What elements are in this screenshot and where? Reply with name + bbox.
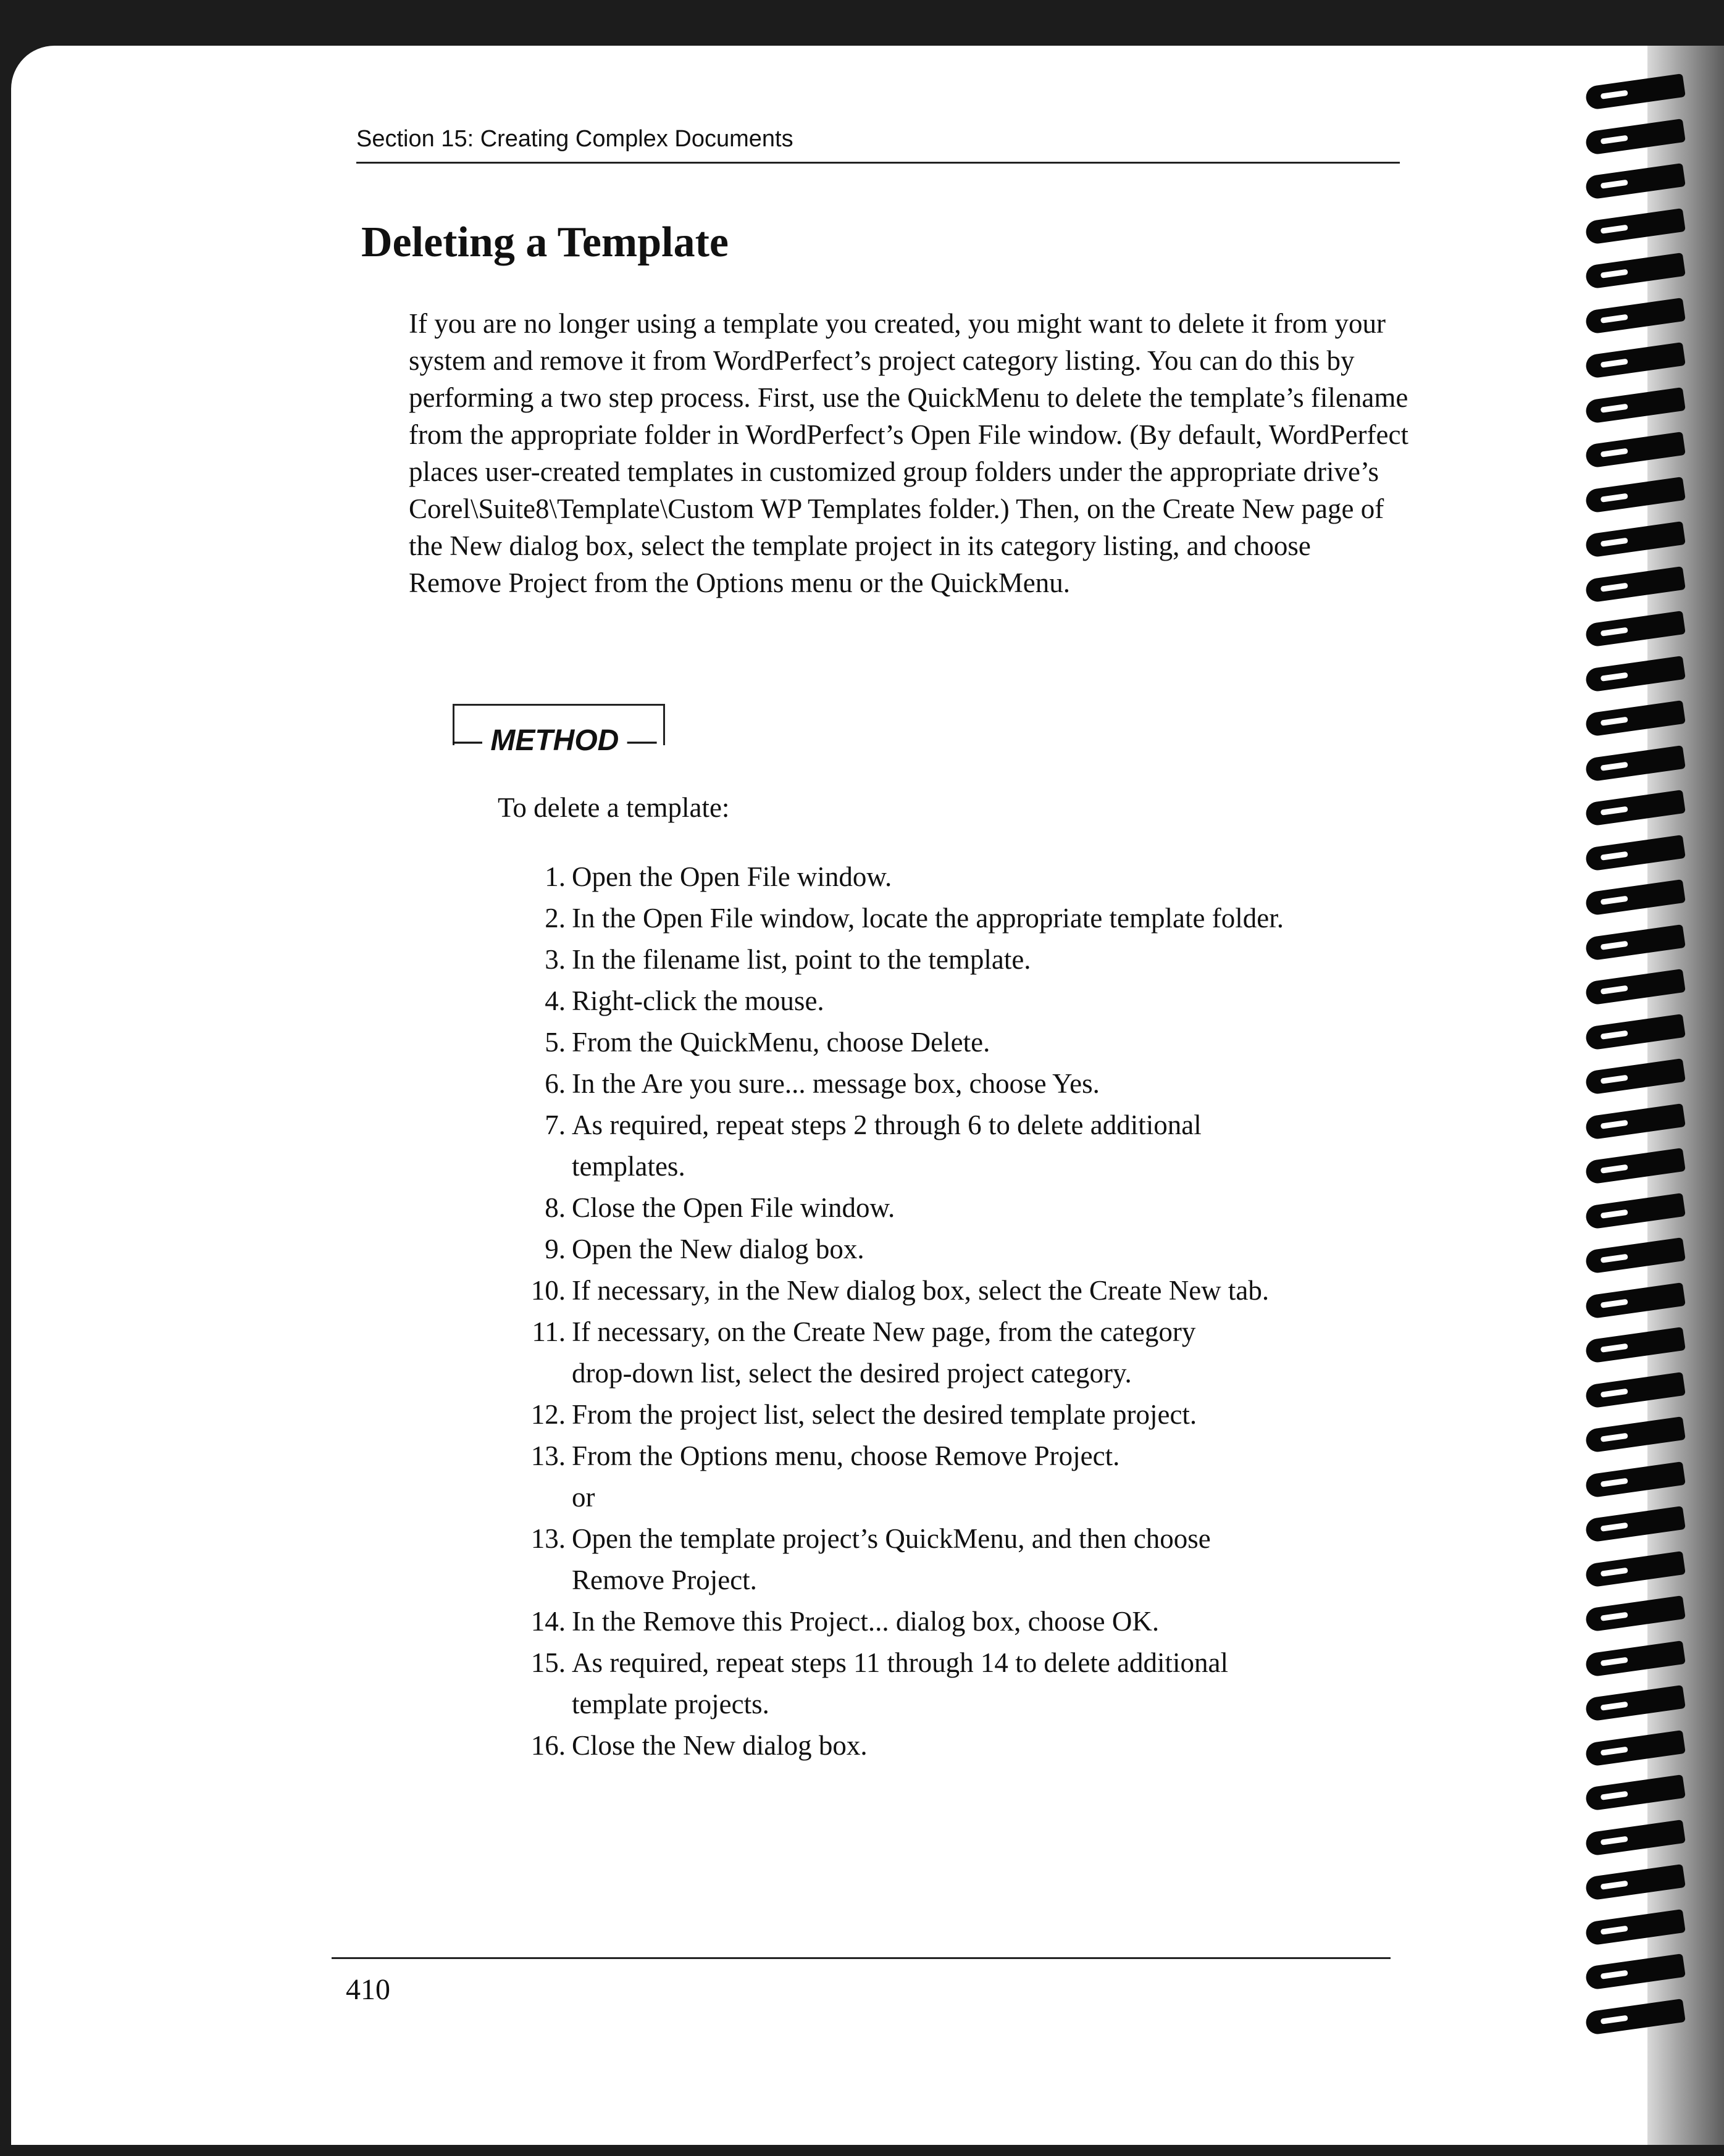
step-item	[513, 1725, 1414, 1766]
step-text: In the filename list, point to the template.	[572, 944, 1031, 975]
step-number: 1.	[545, 861, 566, 892]
step-separator: or	[572, 1482, 595, 1513]
step-text: As required, repeat steps 11 through 14 to delete additional	[572, 1647, 1229, 1678]
header-rule	[356, 162, 1400, 164]
step-number: 8.	[545, 1192, 566, 1223]
step-text-continued: Remove Project.	[572, 1565, 757, 1595]
method-label: — METHOD —	[453, 724, 657, 757]
step-item	[513, 1063, 1414, 1105]
step-number: 15.	[530, 1647, 566, 1678]
step-text-continued: drop-down list, select the desired project category.	[572, 1358, 1132, 1389]
steps-list	[513, 856, 1414, 1766]
step-text: If necessary, in the New dialog box, select the Create New tab.	[572, 1275, 1270, 1306]
step-text: Open the template project’s QuickMenu, and then choose	[572, 1523, 1211, 1554]
step-number: 6.	[545, 1068, 566, 1099]
step-number: 12.	[530, 1399, 566, 1430]
step-number: 9.	[545, 1234, 566, 1264]
step-text: Open the New dialog box.	[572, 1234, 864, 1264]
step-item	[513, 856, 1414, 898]
step-item	[513, 1642, 1414, 1725]
step-text: As required, repeat steps 2 through 6 to delete additional	[572, 1109, 1202, 1140]
step-number: 7.	[545, 1109, 566, 1140]
step-item	[513, 1394, 1414, 1435]
step-item	[513, 1435, 1414, 1477]
step-item	[513, 1270, 1414, 1311]
step-text-continued: template projects.	[572, 1689, 769, 1719]
page-number: 410	[346, 1973, 390, 2006]
step-text: If necessary, on the Create New page, from the category	[572, 1316, 1196, 1347]
step-text: From the project list, select the desired template project.	[572, 1399, 1197, 1430]
step-item	[513, 1187, 1414, 1229]
step-number: 5.	[545, 1027, 566, 1058]
method-lead: To delete a template:	[498, 792, 730, 823]
step-text: Close the New dialog box.	[572, 1730, 868, 1761]
step-text: Close the Open File window.	[572, 1192, 895, 1223]
page-title: Deleting a Template	[361, 219, 729, 266]
step-number: 10.	[530, 1275, 566, 1306]
step-text: In the Are you sure... message box, choose Yes.	[572, 1068, 1100, 1099]
step-item	[513, 1601, 1414, 1642]
step-number: 11.	[532, 1316, 566, 1347]
step-item	[513, 898, 1414, 939]
step-number: 14.	[530, 1606, 566, 1637]
step-text: From the QuickMenu, choose Delete.	[572, 1027, 990, 1058]
step-text: From the Options menu, choose Remove Project.	[572, 1440, 1120, 1471]
step-item	[513, 939, 1414, 980]
step-number: 4.	[545, 985, 566, 1016]
footer-rule	[332, 1957, 1391, 1959]
step-text: In the Open File window, locate the appropriate template folder.	[572, 903, 1284, 934]
step-number: 13.	[530, 1440, 566, 1471]
step-number: 2.	[545, 903, 566, 934]
step-item	[513, 1229, 1414, 1270]
step-number: 16.	[530, 1730, 566, 1761]
section-header: Section 15: Creating Complex Documents	[356, 126, 793, 152]
intro-paragraph: If you are no longer using a template you created, you might want to delete it from your system and remove it from WordPerfect’s project category listing. You can do this by performing a two step process. First, use the QuickMenu to delete the template’s filename from the appropriate folder in WordPerfect’s Open File window. (By default, WordPerfect places user-created templates in customized group folders under the appropriate drive’s Corel\Suite8\Template\Custom WP Templates folder.) Then, on the Create New page of the New dialog box, select the template project in its category listing, and choose Remove Project from the Options menu or the QuickMenu.	[409, 308, 1408, 598]
step-item	[513, 1518, 1414, 1601]
step-text: Open the Open File window.	[572, 861, 892, 892]
step-item	[513, 980, 1414, 1022]
step-item	[513, 1311, 1414, 1394]
step-text: In the Remove this Project... dialog box, choose OK.	[572, 1606, 1160, 1637]
step-item	[513, 1022, 1414, 1063]
step-number: 3.	[545, 944, 566, 975]
step-text: Right-click the mouse.	[572, 985, 824, 1016]
step-text-continued: templates.	[572, 1151, 685, 1182]
step-number: 13.	[530, 1523, 566, 1554]
step-item	[513, 1105, 1414, 1187]
